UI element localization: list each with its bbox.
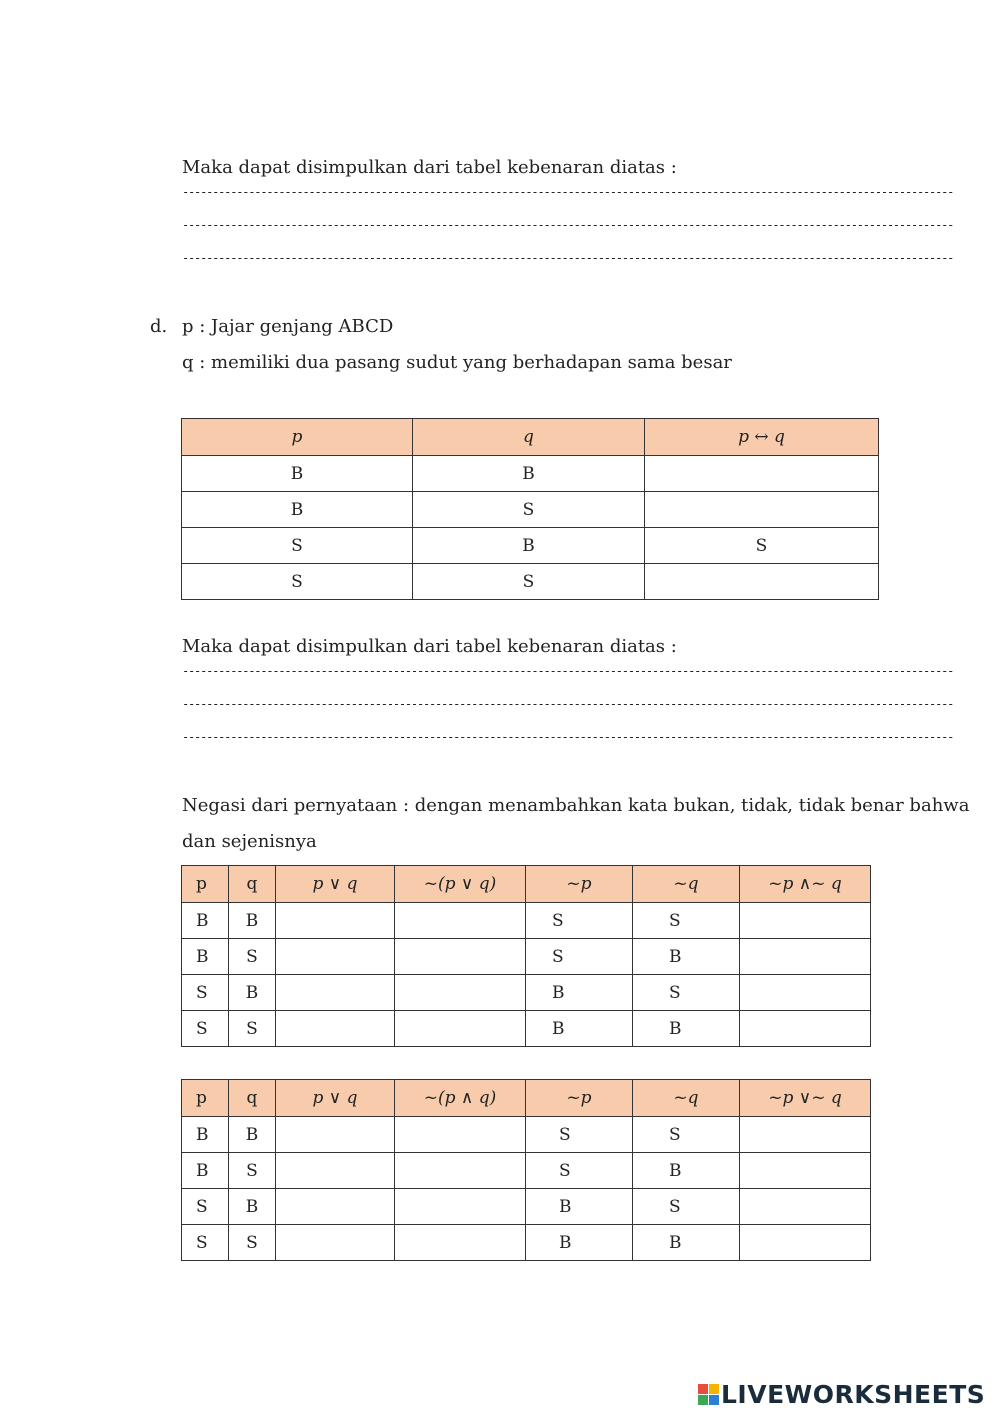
logo-square [698,1395,708,1405]
answer-cell[interactable] [395,1011,526,1047]
answer-cell[interactable] [395,939,526,975]
answer-cell[interactable] [740,1117,871,1153]
answer-cell[interactable] [276,1117,395,1153]
answer-line[interactable]: -------------------------------------------------------------------------------------------------------------------------------- [182,251,954,265]
header-cell: q [229,866,276,903]
header-cell: q [413,419,645,456]
answer-cell[interactable] [740,975,871,1011]
table-row [182,1117,871,1153]
table-row [182,939,871,975]
table-cell: B [182,456,413,492]
table-row [182,492,879,528]
p-statement: p : Jajar genjang ABCD [182,316,394,337]
conclusion-label-c: Maka dapat disimpulkan dari tabel kebenaran diatas : [182,157,677,178]
table-row [182,1225,871,1261]
liveworksheets-logo [698,1380,985,1408]
table-cell: S [526,903,633,939]
header-cell: p [182,1080,229,1117]
table-cell: B [229,1189,276,1225]
answer-line[interactable]: -------------------------------------------------------------------------------------------------------------------------------- [182,697,954,711]
header-cell: q [229,1080,276,1117]
header-cell: ~p ∨~ q [740,1080,871,1117]
table-cell: S [182,1189,229,1225]
header-cell: p ∨ q [276,1080,395,1117]
table-cell: B [526,1189,633,1225]
table-cell: S [413,564,645,600]
table-row [182,1011,871,1047]
answer-cell[interactable] [645,564,879,600]
table-cell: B [526,975,633,1011]
header-cell: ~q [633,1080,740,1117]
answer-cell[interactable] [740,939,871,975]
table-cell: B [526,1225,633,1261]
table-row [182,1153,871,1189]
logo-square [698,1384,708,1394]
header-cell: ~q [633,866,740,903]
answer-cell[interactable] [740,1189,871,1225]
table-cell: S [182,1225,229,1261]
q-statement: q : memiliki dua pasang sudut yang berhadapan sama besar [182,352,732,373]
table-header-row [182,419,879,456]
header-cell: p [182,866,229,903]
table-header-row [182,866,871,903]
table-cell: S [182,975,229,1011]
header-cell: p ∨ q [276,866,395,903]
biconditional-truth-table [181,418,879,600]
negation-truth-table-2 [181,1079,871,1261]
header-cell: ~(p ∧ q) [395,1080,526,1117]
table-cell: B [182,1117,229,1153]
table-cell: S [182,564,413,600]
table-cell: B [633,1153,740,1189]
answer-line[interactable]: -------------------------------------------------------------------------------------------------------------------------------- [182,664,954,678]
answer-cell: S [645,528,879,564]
header-cell: ~p [526,1080,633,1117]
table-cell: B [413,456,645,492]
table-cell: S [182,528,413,564]
table-cell: B [633,1225,740,1261]
answer-cell[interactable] [276,1011,395,1047]
table-cell: B [229,903,276,939]
table-cell: S [229,939,276,975]
answer-line[interactable]: -------------------------------------------------------------------------------------------------------------------------------- [182,185,954,199]
table-row [182,456,879,492]
answer-cell[interactable] [645,456,879,492]
table-cell: B [526,1011,633,1047]
answer-cell[interactable] [395,903,526,939]
conclusion-label-d: Maka dapat disimpulkan dari tabel kebenaran diatas : [182,636,677,657]
table-row [182,564,879,600]
logo-square [709,1384,719,1394]
table-cell: S [526,1117,633,1153]
negation-truth-table-1 [181,865,871,1047]
answer-cell[interactable] [645,492,879,528]
answer-cell[interactable] [395,975,526,1011]
answer-cell[interactable] [740,1153,871,1189]
table-row [182,903,871,939]
answer-cell[interactable] [395,1225,526,1261]
table-cell: S [182,1011,229,1047]
answer-cell[interactable] [740,1225,871,1261]
answer-cell[interactable] [276,939,395,975]
answer-line[interactable]: -------------------------------------------------------------------------------------------------------------------------------- [182,218,954,232]
table-cell: S [633,1117,740,1153]
header-cell: p ↔ q [645,419,879,456]
answer-cell[interactable] [740,903,871,939]
table-cell: S [526,1153,633,1189]
table-row [182,1189,871,1225]
table-row [182,975,871,1011]
table-cell: B [229,975,276,1011]
table-cell: B [633,939,740,975]
answer-cell[interactable] [276,903,395,939]
table-cell: S [633,975,740,1011]
table-cell: S [229,1011,276,1047]
table-cell: B [182,1153,229,1189]
logo-text: LIVEWORKSHEETS [721,1379,986,1409]
table-cell: S [229,1153,276,1189]
answer-cell[interactable] [740,1011,871,1047]
table-cell: S [413,492,645,528]
table-cell: S [633,903,740,939]
answer-cell[interactable] [276,1153,395,1189]
table-cell: S [526,939,633,975]
table-cell: B [182,903,229,939]
answer-line[interactable]: -------------------------------------------------------------------------------------------------------------------------------- [182,730,954,744]
answer-cell[interactable] [395,1189,526,1225]
header-cell: p [182,419,413,456]
header-cell: ~p [526,866,633,903]
table-row [182,528,879,564]
section-marker-d: d. [150,316,168,337]
table-cell: B [182,492,413,528]
answer-cell[interactable] [276,1189,395,1225]
negation-intro-line1: Negasi dari pernyataan : dengan menambahkan kata bukan, tidak, tidak benar bahwa [182,795,970,816]
answer-cell[interactable] [395,1117,526,1153]
table-cell: B [182,939,229,975]
negation-intro-line2: dan sejenisnya [182,831,317,852]
answer-cell[interactable] [276,1225,395,1261]
table-cell: S [633,1189,740,1225]
logo-mark-icon [698,1384,719,1405]
answer-cell[interactable] [395,1153,526,1189]
table-cell: S [229,1225,276,1261]
header-cell: ~p ∧~ q [740,866,871,903]
header-cell: ~(p ∨ q) [395,866,526,903]
answer-cell[interactable] [276,975,395,1011]
table-cell: B [633,1011,740,1047]
table-cell: B [229,1117,276,1153]
table-cell: B [413,528,645,564]
logo-square [709,1395,719,1405]
table-header-row [182,1080,871,1117]
